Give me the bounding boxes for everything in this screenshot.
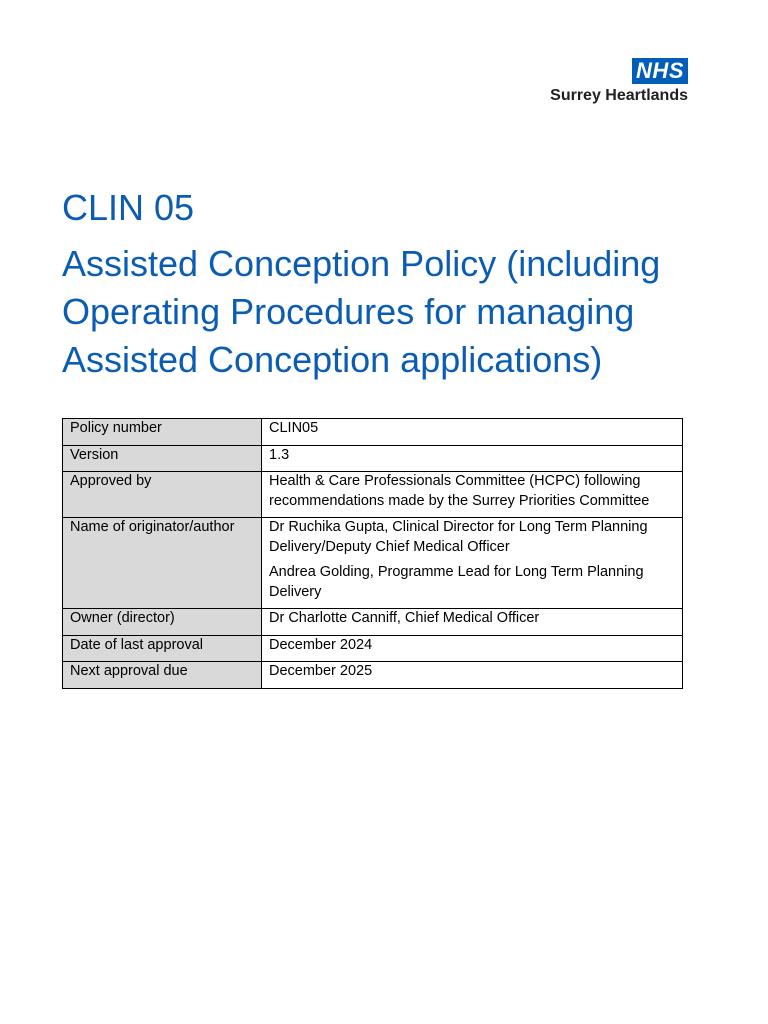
cell-text: December 2025 <box>269 663 373 679</box>
row-value-approved-by <box>262 472 683 518</box>
row-label-originator-author: Name of originator/author <box>63 518 262 609</box>
cell-text: Dr Ruchika Gupta, Clinical Director for Long Term Planning Delivery/Deputy Chief Medical Officer <box>269 519 648 555</box>
row-label-policy-number: Policy number <box>63 419 262 446</box>
row-value-version <box>262 445 683 472</box>
table-row <box>63 518 683 609</box>
row-value-originator-author <box>262 518 683 609</box>
table-row <box>63 662 683 689</box>
table-row <box>63 472 683 518</box>
document-code: CLIN 05 <box>62 187 195 228</box>
table-row <box>63 445 683 472</box>
cell-text: CLIN05 <box>269 420 319 436</box>
row-label-next-approval-due: Next approval due <box>63 662 262 689</box>
policy-details-table <box>62 418 683 689</box>
nhs-badge: NHS <box>632 58 688 84</box>
row-label-approved-by: Approved by <box>63 472 262 518</box>
table-row <box>63 419 683 446</box>
organisation-name: Surrey Heartlands <box>550 87 688 104</box>
row-value-owner <box>262 609 683 636</box>
row-label-version: Version <box>63 445 262 472</box>
cell-text: December 2024 <box>269 636 373 653</box>
nhs-surrey-heartlands-logo <box>550 58 688 105</box>
row-value-policy-number <box>262 419 683 446</box>
cell-text: Health & Care Professionals Committee (HCPC) following recommendations made by the Surrey Priorities Committee <box>269 473 650 509</box>
row-value-next-approval-due <box>262 662 683 689</box>
row-label-owner: Owner (director) <box>63 609 262 636</box>
document-title: Assisted Conception Policy (including Operating Procedures for managing Assisted Conception applications) <box>62 243 661 380</box>
table-row <box>63 635 683 662</box>
cell-text: 1.3 <box>269 446 290 463</box>
cell-text: Dr Charlotte Canniff, Chief Medical Officer <box>269 610 540 626</box>
table-row <box>63 609 683 636</box>
cell-text: Andrea Golding, Programme Lead for Long Term Planning Delivery <box>269 564 644 600</box>
row-value-date-of-last-approval <box>262 635 683 662</box>
row-label-date-of-last-approval: Date of last approval <box>63 635 262 662</box>
